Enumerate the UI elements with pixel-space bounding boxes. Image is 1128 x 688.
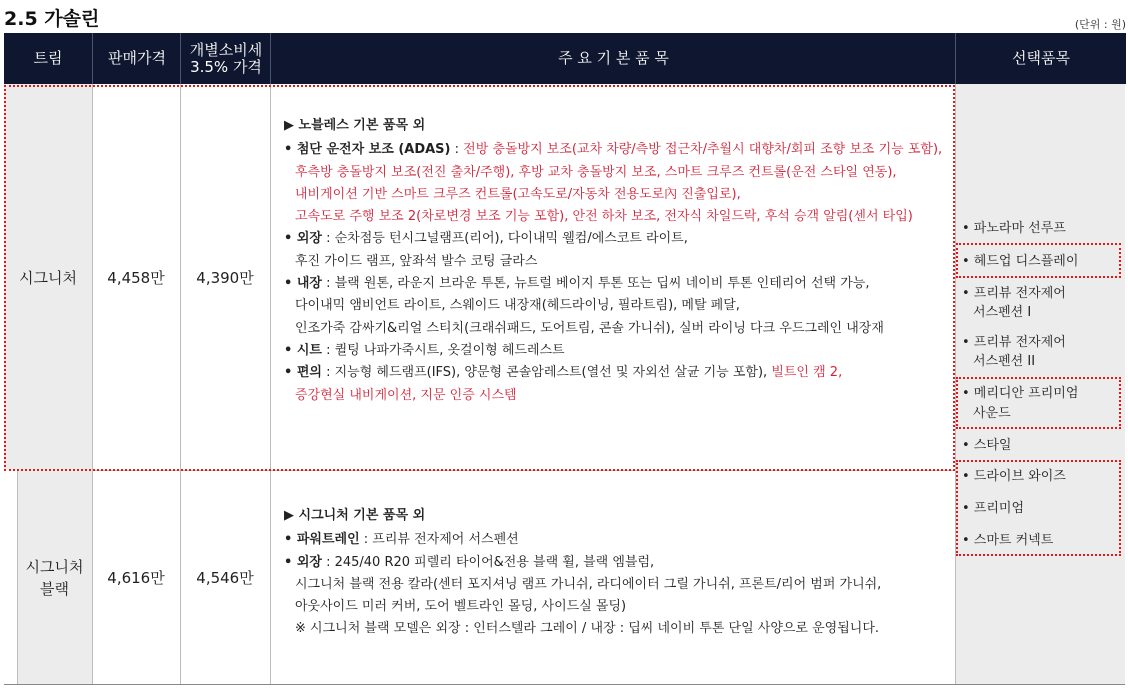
exterior-item-1: : 순차점등 턴시그널램프(리어), 다이내믹 웰컴/에스코트 라이트,: [321, 231, 688, 247]
row2-trim-line1: 시그니처: [25, 557, 84, 576]
row2-tax-price-value: 4,546만: [196, 569, 254, 587]
grid-line: [17, 470, 18, 685]
interior-label: • 내장: [284, 276, 322, 292]
exterior-label: • 외장: [284, 231, 322, 247]
highlight-hud: [956, 243, 1121, 278]
seat-item-1: : 퀼팅 나파가죽시트, 옷걸이형 헤드레스트: [321, 342, 565, 358]
option-premium: • 프리미엄: [962, 501, 1025, 516]
option-preview-suspension-1: • 프리뷰 전자제어: [962, 286, 1066, 301]
row2-note: ※ 시그니처 블랙 모델은 외장 : 인터스텔라 그레이 / 내장 : 딥씨 네이비 투톤 단일 사양으로 운영됩니다.: [295, 621, 880, 637]
row1-price-value: 4,458만: [107, 268, 165, 287]
row2-content: [284, 505, 881, 641]
header-tax-line2: 3.5% 가격: [190, 57, 262, 76]
row2-exterior-line: [284, 552, 881, 574]
highlight-black-options: [956, 460, 1121, 556]
header-tax-price: [180, 33, 271, 84]
convenience-label: • 편의: [284, 365, 322, 381]
header-options: [955, 33, 1126, 84]
seat-label: • 시트: [284, 342, 322, 358]
header-trim-label: 트림: [33, 49, 63, 67]
powertrain-item-1: : 프리뷰 전자제어 서스펜션: [359, 532, 519, 548]
option-preview-suspension-2: • 프리뷰 전자제어: [962, 335, 1066, 350]
highlight-meridian: [956, 377, 1121, 429]
option-smart-connect: • 스마트 커넥트: [962, 533, 1054, 548]
row2-trim-line2: 블랙: [40, 579, 69, 598]
interior-item-2: 다이내믹 앰비언트 라이트, 스웨이드 내장재(헤드라이닝, 필라트림), 메탈 페달,: [295, 298, 740, 314]
adas-label: • 첨단 운전자 보조 (ADAS): [284, 142, 451, 158]
option-preview-suspension-2-cont: 서스펜션 II: [973, 354, 1036, 369]
adas-item-2: 후측방 충돌방지 보조(전진 출차/주행), 후방 교차 충돌방지 보조, 스마트 크루즈 컨트롤(운전 스타일 연동),: [295, 164, 897, 180]
option-hud: • 헤드업 디스플레이: [962, 254, 1079, 269]
adas-separator: :: [450, 142, 464, 158]
adas-item-1: 전방 충돌방지 보조(교차 차량/측방 접근차/추월시 대향차/회피 조향 보조 기능 포함),: [463, 142, 943, 158]
row1-tax-price-value: 4,390만: [196, 268, 254, 287]
row1-trim-label: 시그니처: [19, 268, 77, 287]
header-main: [270, 33, 956, 84]
row2-exterior-item-1: : 245/40 R20 피렐리 타이어&전용 블랙 휠, 블랙 엠블럼,: [321, 554, 655, 570]
row2-exterior-label: • 외장: [284, 554, 322, 570]
option-preview-suspension-1-cont: 서스펜션 I: [973, 305, 1032, 320]
interior-item-1: : 블랙 원톤, 라운지 브라운 투톤, 뉴트럴 베이지 투톤 또는 딥씨 네이비 투톤 인테리어 선택 가능,: [321, 276, 870, 292]
convenience-item-1: : 지능형 헤드램프(IFS), 양문형 콘솔암레스트(열선 및 자외선 살균 기능 포함),: [321, 365, 772, 381]
header-trim: [4, 33, 92, 84]
row2-trim: [17, 470, 92, 685]
highlight-signature-row: [4, 85, 955, 471]
unit-label: (단위 : 원): [1074, 18, 1126, 31]
option-style: • 스타일: [962, 438, 1012, 453]
header-price-label: 판매가격: [108, 49, 166, 67]
row2-exterior-item-2: 시그니처 블랙 전용 칼라(센터 포지셔닝 램프 가니쉬, 라디에이터 그릴 가니쉬, 프론트/리어 범퍼 가니쉬,: [295, 576, 882, 592]
option-drive-wise: • 드라이브 와이즈: [962, 469, 1066, 484]
header-options-label: 선택품목: [1012, 49, 1070, 67]
exterior-item-2: 후진 가이드 램프, 앞좌석 발수 코팅 글라스: [295, 253, 538, 269]
row2-heading: ▶ 시그니처 기본 품목 외: [284, 508, 426, 523]
powertrain-label: • 파워트레인: [284, 532, 360, 548]
powertrain-line: [284, 529, 881, 551]
header-tax-line1: 개별소비세: [189, 40, 263, 59]
row2-price-value: 4,616만: [107, 569, 165, 587]
adas-item-4: 고속도로 주행 보조 2(차로변경 보조 기능 포함), 안전 하차 보조, 전자식 차일드락, 후석 승객 알림(센서 타입): [295, 209, 913, 225]
option-meridian-sound-cont: 사운드: [973, 406, 1011, 421]
convenience-item-1-red: 빌트인 캠 2,: [771, 365, 843, 381]
row1-heading: ▶ 노블레스 기본 품목 외: [284, 118, 426, 133]
option-panorama-sunroof: • 파노라마 선루프: [962, 221, 1066, 236]
section-title: 2.5 가솔린: [4, 8, 100, 30]
row2-exterior-item-3: 아웃사이드 미러 커버, 도어 벨트라인 몰딩, 사이드실 몰딩): [295, 599, 627, 615]
header-main-label: 주 요 기 본 품 목: [558, 49, 669, 67]
interior-item-3: 인조가죽 감싸기&리얼 스티치(크래쉬패드, 도어트림, 콘솔 가니쉬), 실버 라이닝 다크 우드그레인 내장재: [295, 320, 884, 336]
row2-price: [92, 470, 180, 685]
row2-tax-price: [180, 470, 270, 685]
convenience-item-2: 증강현실 내비게이션, 지문 인증 시스템: [295, 387, 517, 403]
adas-item-3: 내비게이션 기반 스마트 크루즈 컨트롤(고속도로/자동차 전용도로內 진출입로),: [295, 186, 741, 202]
option-meridian-sound: • 메리디안 프리미엄: [962, 386, 1079, 401]
header-price: [92, 33, 181, 84]
table-bottom-line: [4, 684, 1125, 685]
